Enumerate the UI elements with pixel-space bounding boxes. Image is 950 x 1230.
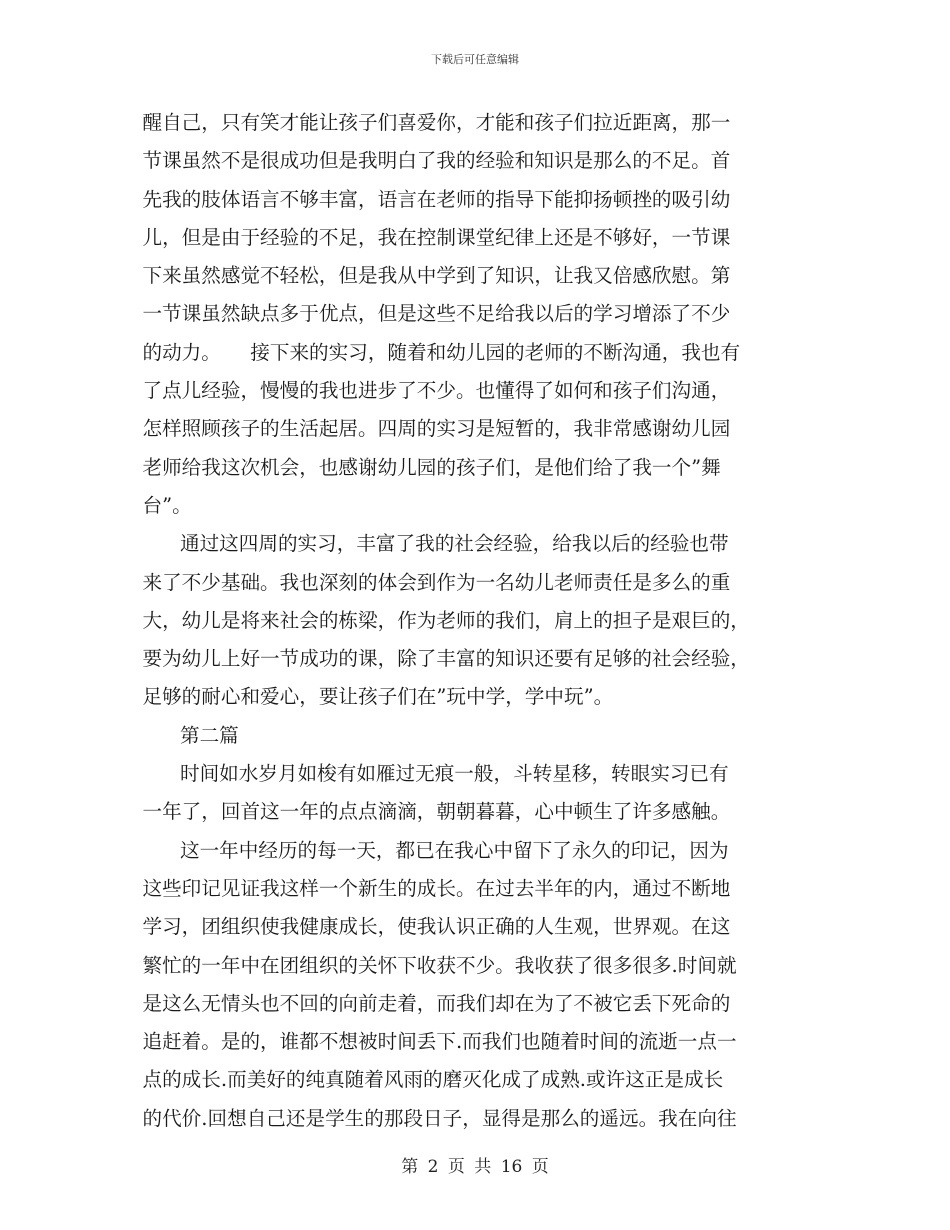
text-line: 老师给我这次机会，也感谢幼儿园的孩子们，是他们给了我一个”舞 (142, 455, 721, 479)
text-line: 的代价.回想自己还是学生的那段日子，显得是那么的遥远。我在向往 (142, 1106, 737, 1130)
text-line: 节课虽然不是很成功但是我明白了我的经验和知识是那么的不足。首 (142, 149, 731, 173)
text-line: 先我的肢体语言不够丰富，语言在老师的指导下能抑扬顿挫的吸引幼 (142, 187, 731, 211)
text-line: 下来虽然感觉不轻松，但是我从中学到了知识，让我又倍感欣慰。第 (142, 264, 731, 288)
text-line: 这些印记见证我这样一个新生的成长。在过去半年的内，通过不断地 (142, 876, 731, 900)
text-line: 台”。 (142, 493, 192, 517)
document-body (141, 104, 811, 1138)
text-line: 醒自己，只有笑才能让孩子们喜爱你，才能和孩子们拉近距离，那一 (142, 111, 731, 134)
page-footer: 第 2 页 共 16 页 (401, 1157, 549, 1177)
text-line: 点的成长.而美好的纯真随着风雨的磨灭化成了成熟.或许这正是成长 (142, 1068, 724, 1092)
text-line: 大，幼儿是将来社会的栋梁，作为老师的我们，肩上的担子是艰巨的， (142, 608, 750, 632)
text-line: 了点儿经验，慢慢的我也进步了不少。也懂得了如何和孩子们沟通， (142, 379, 731, 403)
text-line: 的动力。 接下来的实习，随着和幼儿园的老师的不断沟通，我也有 (142, 340, 741, 364)
text-line: 繁忙的一年中在团组织的关怀下收获不少。我收获了很多很多.时间就 (142, 953, 737, 977)
text-line: 儿，但是由于经验的不足，我在控制课堂纪律上还是不够好，一节课 (142, 225, 731, 249)
text-line: 足够的耐心和爱心，要让孩子们在”玩中学，学中玩”。 (142, 685, 614, 709)
text-line: 一节课虽然缺点多于优点，但是这些不足给我以后的学习增添了不少 (142, 302, 731, 326)
text-line: 来了不少基础。我也深刻的体会到作为一名幼儿老师责任是多么的重 (142, 570, 731, 594)
text-line: 通过这四周的实习，丰富了我的社会经验，给我以后的经验也带 (180, 532, 729, 556)
text-line: 学习，团组织使我健康成长，使我认识正确的人生观，世界观。在这 (142, 915, 731, 939)
text-line: 追赶着。是的，谁都不想被时间丢下.而我们也随着时间的流逝一点一 (142, 1030, 737, 1054)
page-header: 下载后可任意编辑 (431, 53, 519, 66)
text-line: 是这么无情头也不回的向前走着，而我们却在为了不被它丢下死命的 (142, 991, 731, 1015)
text-line: 这一年中经历的每一天，都已在我心中留下了永久的印记，因为 (180, 838, 729, 862)
text-line: 要为幼儿上好一节成功的课，除了丰富的知识还要有足够的社会经验， (142, 647, 750, 671)
section-heading: 第二篇 (180, 723, 239, 747)
text-line: 怎样照顾孩子的生活起居。四周的实习是短暂的，我非常感谢幼儿园 (142, 417, 731, 441)
text-line: 时间如水岁月如梭有如雁过无痕一般，斗转星移，转眼实习已有 (180, 762, 729, 786)
text-line: 一年了，回首这一年的点点滴滴，朝朝暮暮，心中顿生了许多感触。 (142, 800, 731, 824)
